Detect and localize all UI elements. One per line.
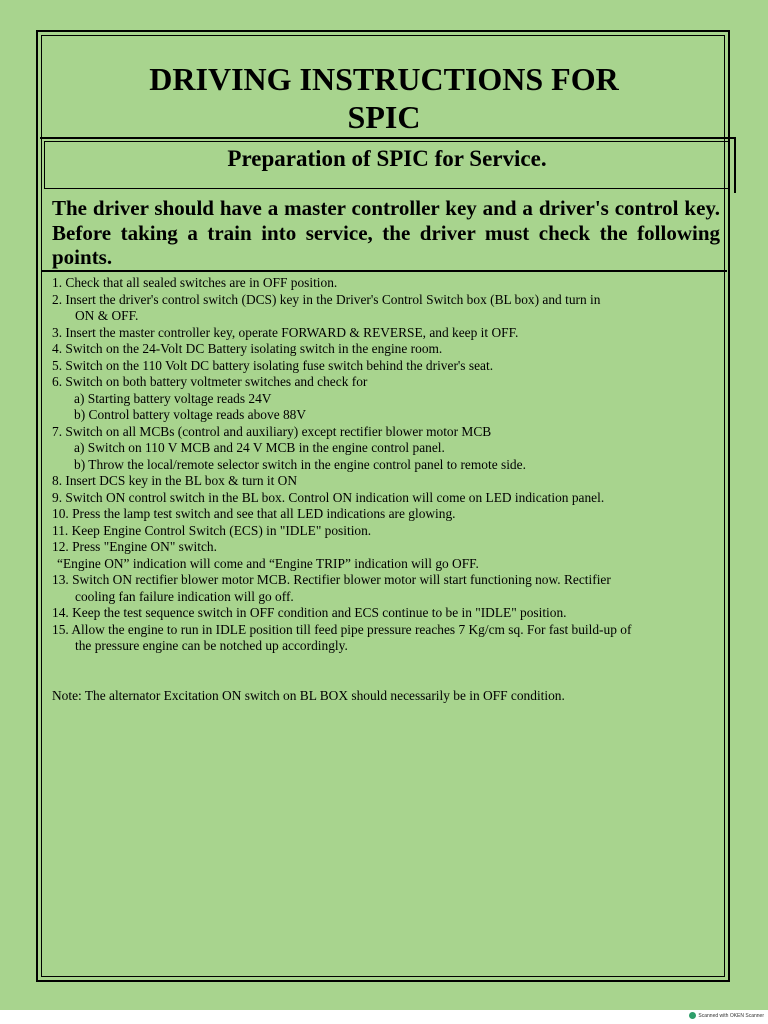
step-item	[52, 275, 732, 292]
step-number: 10.	[52, 506, 69, 521]
step-text: Switch on all MCBs (control and auxiliary) except rectifier blower motor MCB	[65, 423, 492, 439]
step-text: Insert the master controller key, operate FORWARD & REVERSE, and keep it OFF.	[65, 324, 519, 340]
step-item	[52, 358, 732, 375]
step-text: Switch ON rectifier blower motor MCB. Rectifier blower motor will start functioning now. Rectifier	[72, 572, 611, 587]
sub-step-item	[52, 440, 732, 457]
document-title	[40, 60, 728, 136]
step-number: 15.	[52, 621, 69, 637]
sub-step-text: Starting battery voltage reads 24V	[87, 390, 272, 406]
step-number: 9.	[52, 489, 63, 505]
step-item	[52, 622, 732, 639]
intro-paragraph: The driver should have a master controller key and a driver's control key. Before taking a train into service, the driver must check the following points.	[52, 196, 720, 269]
step-text: Allow the engine to run in IDLE position till feed pipe pressure reaches 7 Kg/cm sq. For fast build-up of	[71, 621, 632, 637]
step-item	[52, 539, 732, 556]
sub-step-text: Throw the local/remote selector switch in the engine control panel to remote side.	[88, 456, 526, 472]
step-number: 12.	[52, 539, 69, 554]
scanner-label: Scanned with OKEN Scanner	[698, 1012, 764, 1019]
step-text: Insert the driver's control switch (DCS) key in the Driver's Control Switch box (BL box) and turn in	[65, 291, 601, 307]
step-number: 13.	[52, 572, 69, 587]
step-text: Press the lamp test switch and see that all LED indications are glowing.	[72, 506, 456, 521]
step-text: Keep Engine Control Switch (ECS) in "IDLE" position.	[71, 522, 372, 538]
step-item	[52, 424, 732, 441]
note: Note: The alternator Excitation ON switch on BL BOX should necessarily be in OFF condition.	[52, 688, 565, 703]
step-text: Switch on the 24-Volt DC Battery isolating switch in the engine room.	[65, 341, 443, 356]
step-item	[52, 556, 732, 573]
sub-step-text: Control battery voltage reads above 88V	[88, 407, 307, 422]
step-number: 11.	[52, 522, 69, 538]
step-text: Keep the test sequence switch in OFF condition and ECS continue to be in "IDLE" position.	[72, 605, 567, 620]
subtitle: Preparation of SPIC for Service.	[227, 146, 547, 171]
sub-step-item	[52, 407, 732, 424]
step-text: Press "Engine ON" switch.	[72, 539, 217, 554]
step-item	[52, 605, 732, 622]
step-item	[52, 572, 732, 589]
sub-step-item	[52, 457, 732, 474]
step-continuation: cooling fan failure indication will go off.	[75, 588, 294, 604]
title-line-1: DRIVING INSTRUCTIONS FOR	[149, 61, 619, 97]
step-number: 14.	[52, 605, 69, 620]
divider	[41, 270, 727, 272]
step-item	[52, 473, 732, 490]
step-number: 2.	[52, 291, 63, 307]
step-item	[52, 325, 732, 342]
step-text: Insert DCS key in the BL box & turn it ON	[65, 473, 297, 488]
sub-step-number: b)	[74, 407, 86, 422]
step-text: Switch ON control switch in the BL box. Control ON indication will come on LED indication panel.	[65, 489, 605, 505]
step-number: 6.	[52, 374, 63, 389]
step-item	[52, 490, 732, 507]
step-item	[52, 374, 732, 391]
step-item	[52, 506, 732, 523]
scanner-watermark	[689, 1012, 764, 1019]
title-line-2: SPIC	[347, 99, 421, 135]
step-item	[52, 292, 732, 309]
sub-step-item	[52, 391, 732, 408]
step-text: Switch on both battery voltmeter switches and check for	[65, 374, 368, 389]
sub-step-text: Switch on 110 V MCB and 24 V MCB in the engine control panel.	[87, 440, 445, 455]
step-continuation: ON & OFF.	[75, 308, 139, 323]
step-number: 4.	[52, 341, 63, 356]
step-number: 8.	[52, 473, 63, 488]
step-text: Switch on the 110 Volt DC battery isolating fuse switch behind the driver's seat.	[65, 357, 494, 373]
step-item	[52, 341, 732, 358]
step-number: 1.	[52, 275, 63, 290]
step-continuation: the pressure engine can be notched up accordingly.	[75, 638, 348, 653]
steps-list	[52, 275, 732, 655]
step-item	[52, 523, 732, 540]
sub-step-number: a)	[74, 390, 85, 406]
step-text: Check that all sealed switches are in OFF position.	[65, 275, 338, 290]
step-number: 7.	[52, 423, 63, 439]
step-number: 3.	[52, 324, 63, 340]
scanner-logo-icon	[689, 1012, 696, 1019]
step-number: 5.	[52, 357, 63, 373]
sub-step-number: b)	[74, 456, 86, 472]
sub-step-number: a)	[74, 440, 85, 455]
step-text: “Engine ON” indication will come and “Engine TRIP” indication will go OFF.	[57, 555, 479, 571]
